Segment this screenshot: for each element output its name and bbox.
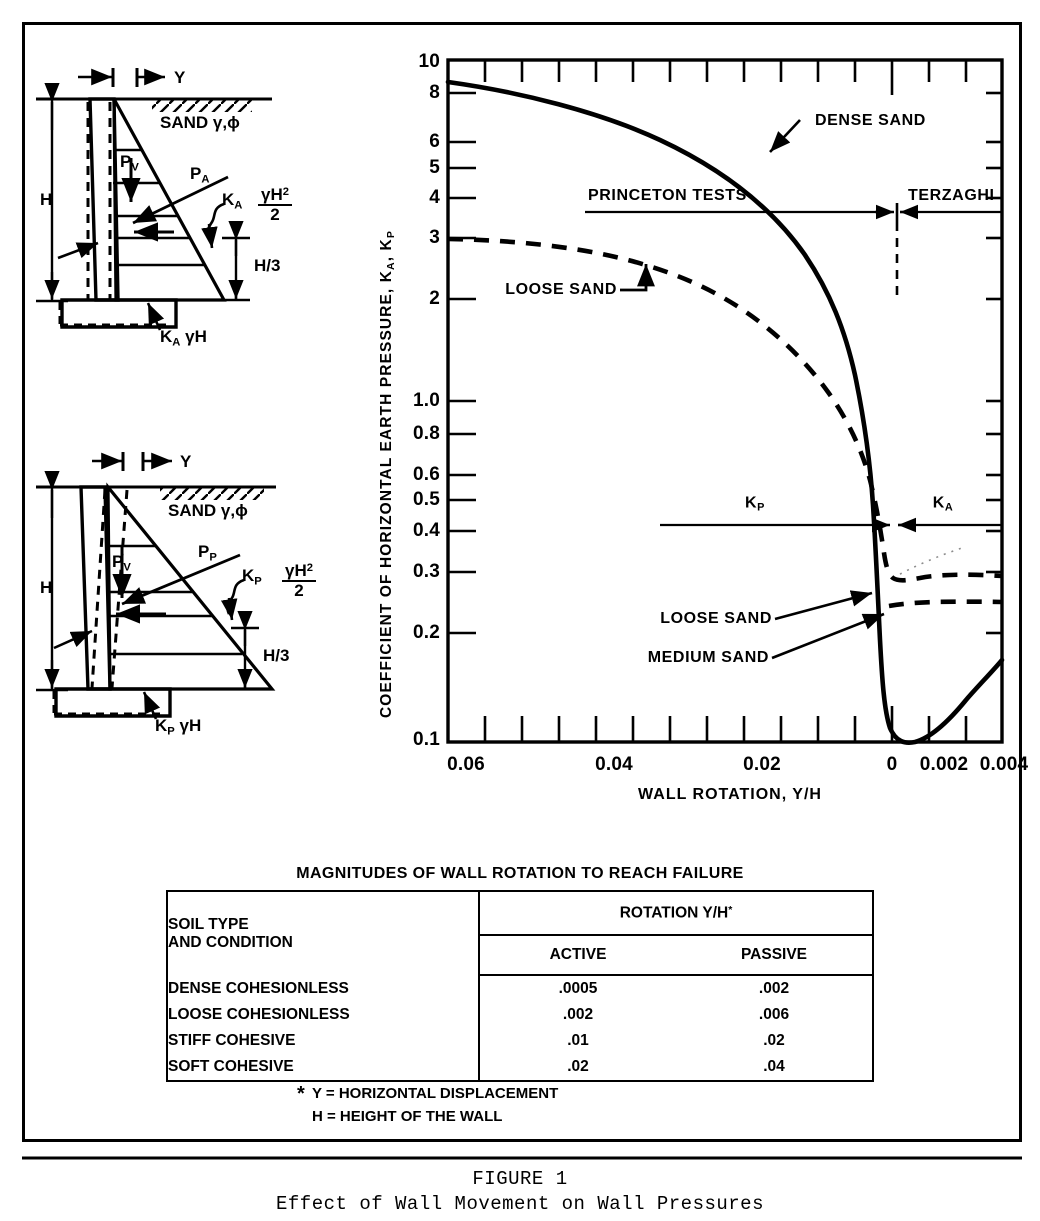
passive-h-label: H: [40, 578, 53, 597]
cell-soil: STIFF COHESIVE: [167, 1028, 479, 1054]
active-ka-label: $K_A$: [222, 190, 243, 212]
footnote-line1: Y = HORIZONTAL DISPLACEMENT: [312, 1085, 559, 1102]
header-soil-line1: SOIL TYPE: [168, 915, 249, 933]
xtick-0p004: 0.004: [979, 754, 1029, 775]
leader-medium-sand: [772, 614, 884, 658]
xtick-0p02: 0.02: [743, 754, 781, 775]
cell-passive: .02: [763, 1032, 785, 1049]
annotation-terzaghi: TERZAGHI: [908, 187, 995, 204]
reference-span-princeton-terzaghi: [585, 203, 1002, 295]
ytick-0p2: 0.2: [412, 622, 440, 643]
curve-medium-sand: [889, 602, 1002, 606]
cell-soil: DENSE COHESIONLESS: [167, 975, 479, 1002]
header-rotation: ROTATION Y/H*: [479, 891, 873, 935]
cell-soil: LOOSE COHESIONLESS: [167, 1002, 479, 1028]
xtick-0: 0: [886, 754, 898, 775]
x-axis-title: WALL ROTATION, Y/H: [638, 786, 822, 803]
passive-sand-label: SAND γ,ϕ: [168, 501, 248, 520]
ytick-1p0: 1.0: [412, 390, 440, 411]
table-header-row-1: [167, 891, 873, 935]
active-h-third-label: H/3: [254, 256, 281, 275]
footnote-line2: H = HEIGHT OF THE WALL: [312, 1108, 503, 1125]
header-soil-type: [167, 891, 479, 975]
table-row: [167, 1002, 873, 1028]
cell-passive: .006: [758, 1006, 790, 1023]
ytick-6: 6: [429, 131, 440, 152]
ytick-0p8: 0.8: [412, 423, 440, 444]
ytick-0p5: 0.5: [412, 489, 440, 510]
passive-bottom-pressure-label: $K_P$ γH: [155, 716, 202, 738]
header-soil-line2: AND CONDITION: [168, 933, 293, 951]
active-sand-label: SAND γ,ϕ: [160, 113, 240, 132]
chart-frame: [448, 60, 1002, 742]
active-bottom-pressure-label: $K_A$ γH: [160, 327, 207, 349]
curve-dense-sand: [448, 82, 1002, 743]
annotation-dense-sand: DENSE SAND: [815, 112, 926, 129]
footnote-star: *: [297, 1083, 305, 1105]
ytick-0p1: 0.1: [412, 729, 440, 750]
ytick-4: 4: [429, 187, 440, 208]
cell-passive: .002: [758, 980, 790, 997]
wall-rotation-table: [166, 890, 874, 1082]
cell-active: .0005: [558, 980, 598, 997]
ytick-2: 2: [429, 288, 440, 309]
ytick-8: 8: [429, 82, 440, 103]
annotation-loose-sand-lower: LOOSE SAND: [660, 610, 772, 627]
table-row: [167, 1028, 873, 1054]
active-h-label: H: [40, 190, 53, 209]
leader-dense-sand: [770, 120, 800, 152]
passive-gamma-h2-over-2: $\frac{\gamma H^2}{2}$: [282, 562, 316, 600]
ytick-0p4: 0.4: [412, 520, 440, 541]
passive-wall-diagram: [36, 452, 276, 719]
active-y-label: Y: [174, 68, 186, 87]
cell-passive: .04: [763, 1058, 785, 1075]
annotation-loose-sand-upper: LOOSE SAND: [505, 281, 617, 298]
xtick-0p002: 0.002: [919, 754, 969, 775]
header-passive: PASSIVE: [676, 935, 873, 975]
ytick-10: 10: [418, 51, 440, 72]
figure-caption-line2: Effect of Wall Movement on Wall Pressures: [276, 1193, 764, 1215]
cell-active: .02: [567, 1058, 589, 1075]
figure-caption-line1: FIGURE 1: [472, 1168, 568, 1190]
annotation-princeton-tests: PRINCETON TESTS: [588, 187, 747, 204]
ytick-3: 3: [429, 227, 440, 248]
active-gamma-h2-over-2: $\frac{\gamma H^2}{2}$: [258, 186, 292, 224]
cell-active: .01: [567, 1032, 589, 1049]
ytick-0p3: 0.3: [412, 561, 440, 582]
annotation-medium-sand: MEDIUM SAND: [647, 649, 769, 666]
ytick-5: 5: [429, 157, 440, 178]
table-title: MAGNITUDES OF WALL ROTATION TO REACH FAILURE: [296, 865, 744, 882]
leader-loose-sand-lower: [775, 593, 872, 619]
xtick-0p06: 0.06: [447, 754, 485, 775]
annotation-kp: $K_P$: [744, 494, 766, 514]
passive-kp-label: $K_P$: [242, 566, 262, 588]
table-row: [167, 975, 873, 1002]
passive-y-label: Y: [180, 452, 192, 471]
annotation-ka: $K_A$: [932, 494, 954, 514]
passive-pv-label: $P_V$: [112, 552, 131, 574]
ytick-0p6: 0.6: [412, 464, 440, 485]
table-row: [167, 1054, 873, 1081]
cell-soil: SOFT COHESIVE: [167, 1054, 479, 1081]
cell-active: .002: [562, 1006, 594, 1023]
active-pv-label: $P_V$: [120, 152, 139, 174]
header-active: ACTIVE: [479, 935, 676, 975]
passive-h-third-label: H/3: [263, 646, 290, 665]
leader-loose-sand-upper: [620, 264, 646, 290]
xtick-0p04: 0.04: [595, 754, 633, 775]
passive-pp-label: $P_P$: [198, 542, 217, 564]
active-pa-label: $P_A$: [190, 164, 210, 186]
y-axis-title: COEFFICIENT OF HORIZONTAL EARTH PRESSURE, $K_A$, $K_P$: [378, 230, 397, 718]
